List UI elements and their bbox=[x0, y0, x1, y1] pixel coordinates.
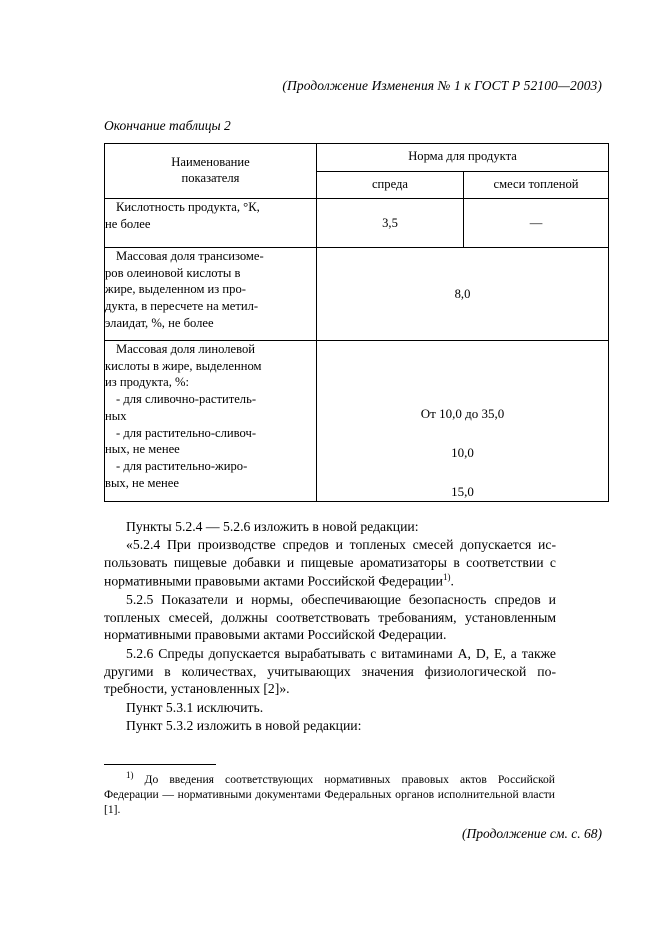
row3-value-1: От 10,0 до 35,0 bbox=[420, 406, 505, 421]
row-linoleic-values bbox=[317, 341, 609, 502]
row3-line4: - для сливочно-раститель- bbox=[116, 392, 257, 407]
row-acidity-value-melted: — bbox=[464, 199, 609, 248]
paragraph-3: 5.2.5 Показатели и нормы, обеспечивающие безопасность спредов и топленых смесей, должны соответствовать требованиям, установленным нормативными правовыми актами Российской Федерации. bbox=[104, 591, 556, 643]
table-header-name bbox=[105, 144, 317, 199]
footnote-marker: 1) bbox=[126, 770, 134, 780]
table-header-melted: смеси топленой bbox=[464, 171, 609, 199]
paragraph-1: Пункты 5.2.4 — 5.2.6 изложить в новой редакции: bbox=[126, 519, 419, 534]
footnote-ref: 1) bbox=[443, 571, 451, 582]
row3-line9: вых, не менее bbox=[105, 475, 179, 490]
paragraph-2-text: «5.2.4 При производстве спредов и топленых смесей допускается использовать пищевые добавки и пищевые ароматизаторы в соответствии с нормативными правовыми актами Российской Федерации bbox=[104, 537, 556, 589]
row3-value-3: 15,0 bbox=[451, 484, 474, 499]
header-name-line2: показателя bbox=[181, 171, 240, 185]
page-footer-note: (Продолжение см. с. 68) bbox=[462, 826, 602, 841]
table-header-norm: Норма для продукта bbox=[317, 144, 609, 172]
row3-line7: ных, не менее bbox=[105, 442, 180, 457]
row-transisomers-name bbox=[105, 248, 317, 341]
table-row bbox=[105, 248, 609, 341]
row2-line3: жире, выделенном из про- bbox=[105, 282, 246, 297]
footnote-paragraph bbox=[104, 770, 555, 818]
row3-line1: Массовая доля линолевой bbox=[116, 342, 256, 356]
table-header-spread: спреда bbox=[317, 171, 464, 199]
row-linoleic-name bbox=[105, 341, 317, 502]
row2-line5: элаидат, %, не более bbox=[105, 315, 214, 330]
row2-line2: ров олеиновой кислоты в bbox=[105, 265, 241, 280]
table-row bbox=[105, 341, 609, 502]
row1-line2: не более bbox=[105, 216, 151, 231]
row-acidity-value-spread: 3,5 bbox=[317, 199, 464, 248]
footnote-divider bbox=[104, 764, 216, 765]
paragraph-5: Пункт 5.3.1 исключить. bbox=[126, 699, 264, 715]
body-text bbox=[52, 518, 609, 735]
paragraph-2 bbox=[104, 536, 556, 590]
footnote-block bbox=[52, 770, 608, 818]
row2-line4: дукта, в пересчете на метил- bbox=[105, 299, 259, 314]
row3-value-2: 10,0 bbox=[451, 445, 474, 460]
paragraph-4: 5.2.6 Спреды допускается вырабатывать с витаминами А, D, Е, а также другими в количествах, учитывающих значения физиологической потребности, установленных [2]». bbox=[104, 645, 556, 697]
row3-line3: из продукта, %: bbox=[105, 375, 190, 390]
row3-line2: кислоты в жире, выделенном bbox=[105, 358, 262, 373]
footnote-text: До введения соответствующих нормативных правовых актов Российской Федерации — нормативными документами Федеральных органов исполнительной власти [1]. bbox=[104, 772, 555, 817]
paragraph-2-end: . bbox=[450, 573, 454, 589]
table-row bbox=[105, 199, 609, 248]
row2-line1: Массовая доля трансизоме- bbox=[116, 249, 264, 263]
table-caption: Окончание таблицы 2 bbox=[104, 118, 231, 133]
page-header-note: (Продолжение Изменения № 1 к ГОСТ Р 52100—2003) bbox=[282, 78, 602, 93]
row3-line6: - для растительно-сливоч- bbox=[116, 425, 257, 440]
row-acidity-name bbox=[105, 199, 317, 248]
row3-line5: ных bbox=[105, 408, 127, 423]
row1-line1: Кислотность продукта, °К, bbox=[116, 200, 260, 214]
header-name-line1: Наименование bbox=[171, 155, 250, 170]
specification-table bbox=[104, 143, 609, 502]
table-header-row-1 bbox=[105, 144, 609, 172]
paragraph-6: Пункт 5.3.2 изложить в новой редакции: bbox=[126, 718, 362, 733]
row-transisomers-value: 8,0 bbox=[317, 248, 609, 341]
row3-line8: - для растительно-жиро- bbox=[116, 459, 248, 474]
